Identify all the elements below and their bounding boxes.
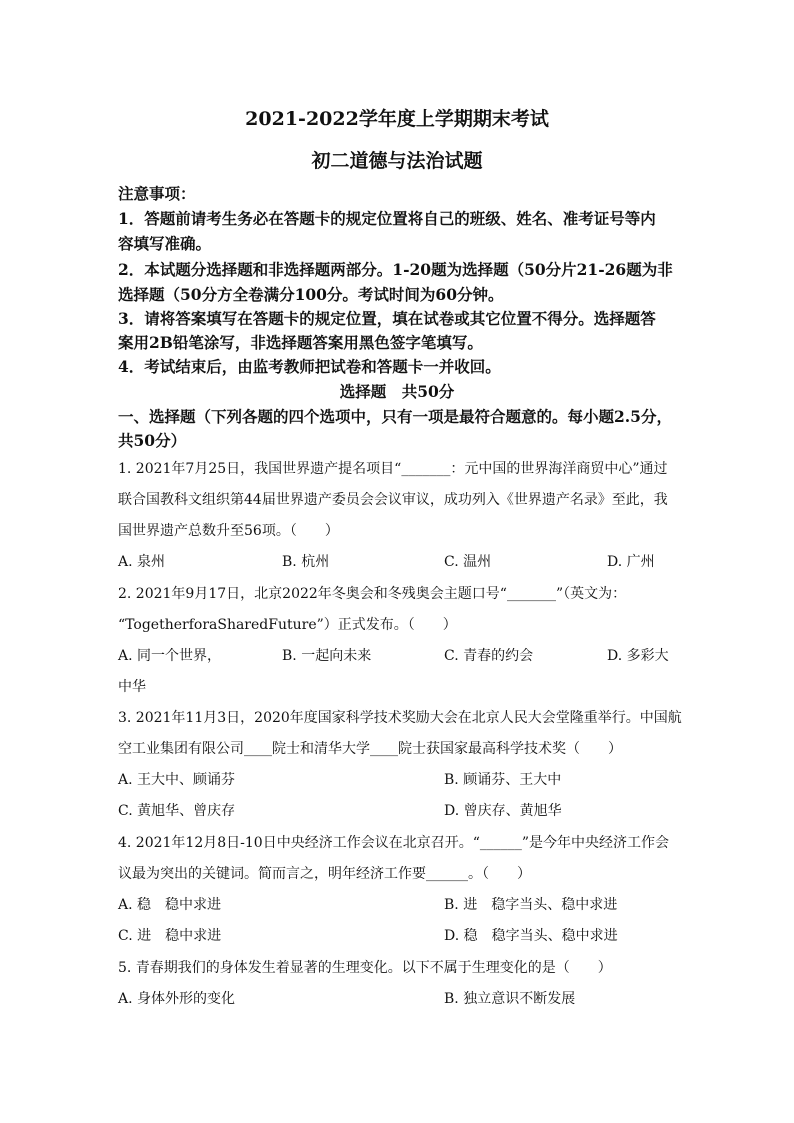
notice-line-3: 2．本试题分选择题和非选择题两部分。1-20题为选择题（50分片21-26题为非 [118,260,673,279]
section-intro-2: 共50分） [118,431,187,450]
section-intro-1: 一、选择题（下列各题的四个选项中，只有一项是最符合题意的。每小题2.5分， [118,407,672,426]
question-2-line-1: 2. 2021年9月17日，北京2022年冬奥会和冬残奥会主题口号“_______”（英文为： [118,586,627,602]
question-1-option-a: A. 泉州 [118,554,166,570]
question-4-option-a: A. 稳 稳中求进 [118,897,222,913]
question-1-option-d: D. 广州 [607,554,655,570]
question-2-option-c: C. 青春的约会 [444,648,534,664]
notice-line-4: 选择题（50分方全卷满分100分。考试时间为60分钟。 [118,285,504,304]
notice-heading: 注意事项： [118,184,196,203]
question-2-option-b: B. 一起向未来 [282,648,372,664]
notice-line-2: 容填写准确。 [118,234,212,253]
question-2-option-a: A. 同一个世界， [118,648,222,664]
question-1-option-c: C. 温州 [444,554,492,570]
question-5-option-a: A. 身体外形的变化 [118,991,236,1007]
question-3-line-2: 空工业集团有限公司____院士和清华大学____院士获国家最高科学技术奖（ ） [118,741,622,757]
notice-line-5: 3．请将答案填写在答题卡的规定位置，填在试卷或其它位置不得分。选择题答 [118,309,656,328]
question-3-option-d: D. 曾庆存、黄旭华 [444,803,562,819]
question-2-option-d: D. 多彩大 [607,648,669,664]
question-3-line-1: 3. 2021年11月3日，2020年度国家科学技术奖励大会在北京人民大会堂隆重举行。中国航 [118,710,682,726]
question-5-line-1: 5. 青春期我们的身体发生着显著的生理变化。以下不属于生理变化的是（ ） [118,960,612,976]
question-3-option-c: C. 黄旭华、曾庆存 [118,803,236,819]
exam-subtitle: 初二道德与法治试题 [311,150,483,172]
section-title: 选择题 共50分 [339,382,455,401]
question-4-option-c: C. 进 稳中求进 [118,928,222,944]
question-2-option-d-continued: 中华 [118,679,146,695]
question-4-option-d: D. 稳 稳字当头、稳中求进 [444,928,618,944]
question-1-option-b: B. 杭州 [282,554,330,570]
question-1-line-1: 1. 2021年7月25日，我国世界遗产提名项目“_______：元中国的世界海洋商贸中心”通过 [118,461,668,477]
exam-title: 2021-2022学年度上学期期末考试 [245,108,549,130]
question-1-line-2: 联合国教科文组织第44届世界遗产委员会会议审议，成功列入《世界遗产名录》至此，我 [118,492,668,508]
question-5-option-b: B. 独立意识不断发展 [444,991,576,1007]
question-3-option-a: A. 王大中、顾诵芬 [118,772,236,788]
notice-line-7: 4．考试结束后，由监考教师把试卷和答题卡一并收回。 [118,357,501,376]
question-1-line-3: 国世界遗产总数升至56项。（ ） [118,523,339,539]
question-4-line-2: 议最为突出的关键词。简而言之，明年经济工作要______。（ ） [118,866,531,882]
notice-line-6: 案用2B铅笔涂写，非选择题答案用黑色签字笔填写。 [118,333,483,352]
notice-line-1: 1．答题前请考生务必在答题卡的规定位置将自己的班级、姓名、准考证号等内 [118,209,656,228]
question-4-line-1: 4. 2021年12月8日-10日中央经济工作会议在北京召开。“______”是今年中央经济工作会 [118,835,670,851]
question-4-option-b: B. 进 稳字当头、稳中求进 [444,897,618,913]
question-2-line-2: “TogetherforaSharedFuture”）正式发布。（ ） [118,617,457,633]
question-3-option-b: B. 顾诵芬、王大中 [444,772,562,788]
